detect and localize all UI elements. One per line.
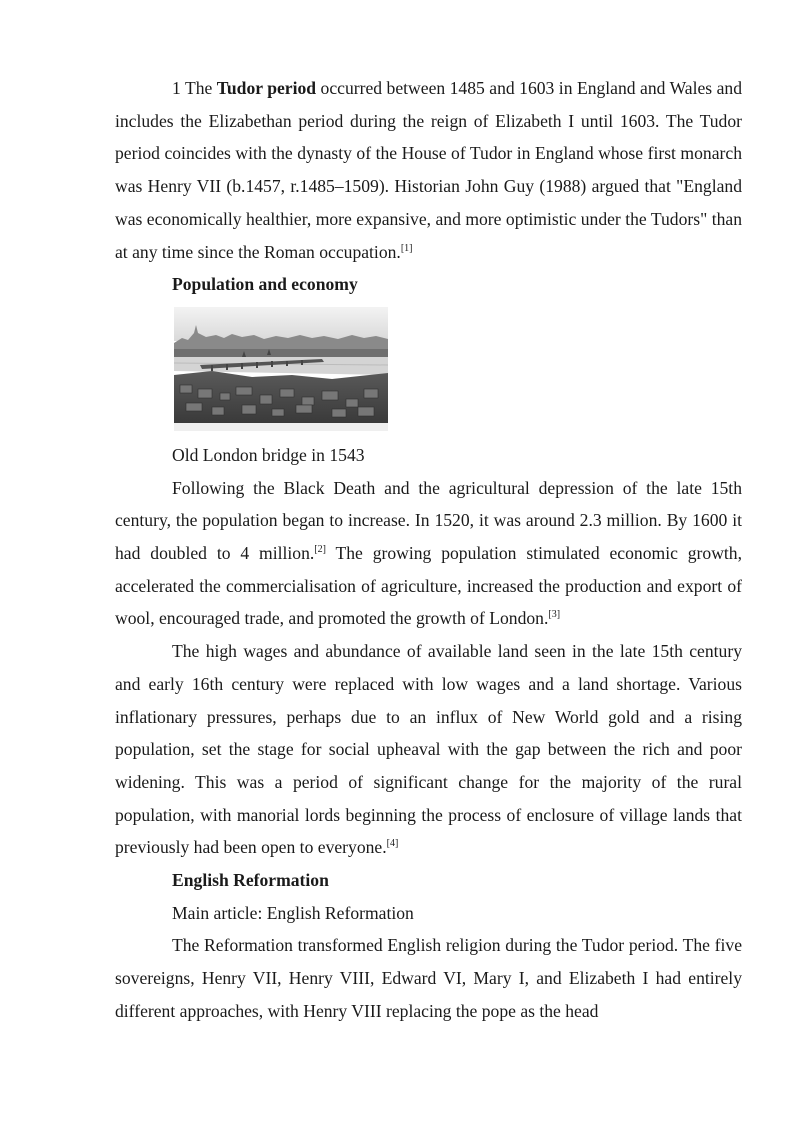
intro-paragraph [115,72,742,268]
population-text-c: The high wages and abundance of available land seen in the late 15th century and early 16th century were replaced with low wages and a land shortage. Various inflationary pressures, perhaps due to an influx of New World gold and a rising population, set the stage for social upheaval with the gap between the rich and poor widening. This was a period of significant change for the majority of the rural population, with manorial lords beginning the process of enclosure of village lands that previously had been open to everyone. [115,641,742,858]
reformation-paragraph-1: The Reformation transformed English religion during the Tudor period. The five sovereigns, Henry VII, Henry VIII, Edward VI, Mary I, and Elizabeth I had entirely different approaches, with Henry VIII replacing the pope as the head [115,935,742,1021]
document-body [115,72,742,1028]
footnote-ref-4[interactable]: [4] [386,838,399,850]
intro-text: occurred between 1485 and 1603 in England and Wales and includes the Elizabethan period during the reign of Elizabeth I until 1603. The Tudor period coincides with the dynasty of the House of Tudor in England whose first monarch was Henry VII (b.1457, r.1485–1509). Historian John Guy (1988) argued that "England was economically healthier, more expansive, and more optimistic under the Tudors" than at any time since the Roman occupation. [115,78,743,262]
footnote-ref-1[interactable]: [1] [400,242,413,254]
population-paragraph-1 [115,472,742,636]
footnote-ref-2[interactable]: [2] [314,544,326,556]
image-caption: Old London bridge in 1543 [172,444,365,465]
section-heading-reformation: English Reformation [172,870,329,891]
main-article-link[interactable]: Main article: English Reformation [172,902,414,923]
section-heading-population: Population and economy [172,274,358,295]
london-bridge-image [172,305,390,433]
footnote-ref-3[interactable]: [3] [548,609,561,621]
tudor-period-term: Tudor period [216,78,317,98]
population-text-b: The growing population stimulated economic growth, accelerated the commercialisation of agriculture, increased the production and export of wool, encouraged trade, and promoted the growth of London. [115,543,742,629]
london-bridge-figure [172,301,742,439]
population-paragraph-2 [115,635,742,864]
intro-prefix: 1 The [172,78,217,98]
population-text-a: Following the Black Death and the agricultural depression of the late 15th century, the population began to increase. In 1520, it was around 2.3 million. By 1600 it had doubled to 4 million. [115,477,742,564]
